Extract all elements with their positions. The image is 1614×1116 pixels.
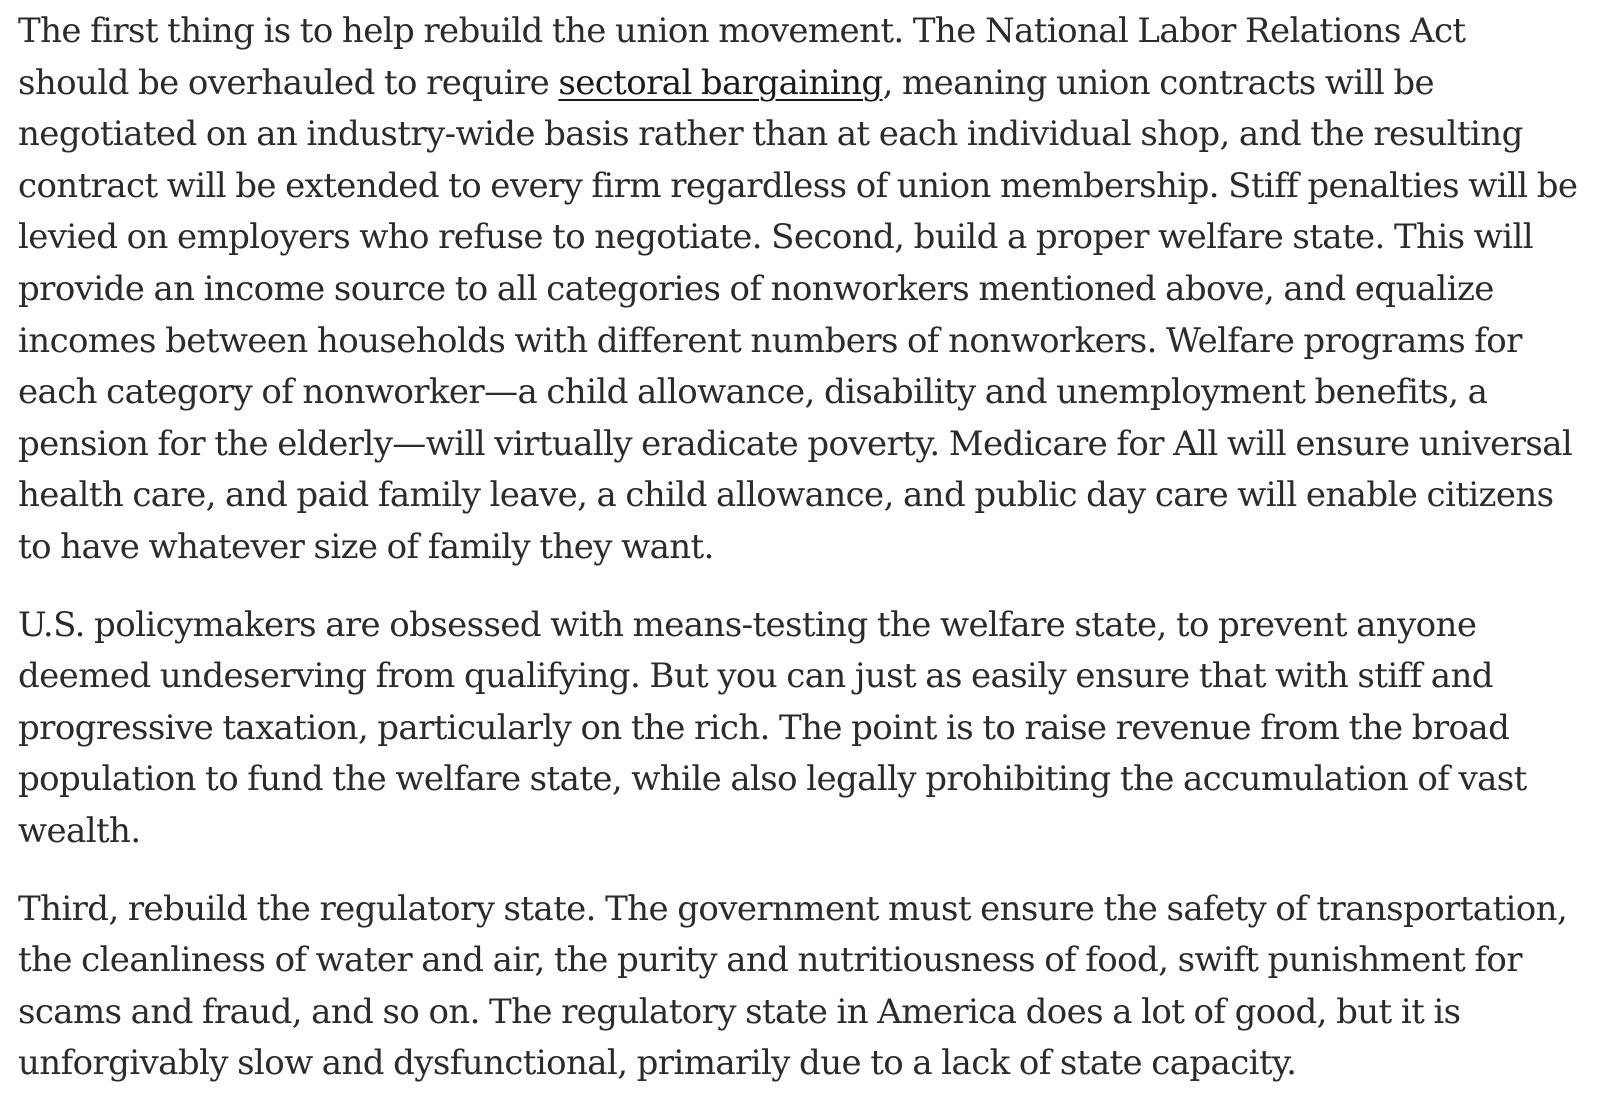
paragraph-1-text-end: , meaning union contracts will be negotiated on an industry-wide basis rather than at each individual shop, and the resulting contract will be extended to every firm regardless of union membership. Stiff penalties will be levied on employers who refuse to negotiate. Second, build a proper welfare state. This will provide an income source to all categories of nonworkers mentioned above, and equalize incomes between households with different numbers of nonworkers. Welfare programs for each category of nonworker—a child allowance, disability and unemployment benefits, a pension for the elderly—will virtually eradicate poverty. Medicare for All will ensure universal health care, and paid family leave, a child allowance, and public day care will enable citizens to have whatever size of family they want. <box>18 62 1578 567</box>
paragraph-regulatory-state: Third, rebuild the regulatory state. The government must ensure the safety of transportation, the cleanliness of water and air, the purity and nutritiousness of food, swift punishment for scams and fraud, and so on. The regulatory state in America does a lot of good, but it is unforgivably slow and dysfunctional, primarily due to a lack of state capacity. <box>18 888 1568 1084</box>
paragraph-1-text-start: The first thing is to help rebuild the union movement. The National Labor Relations Act should be overhauled to require <box>18 11 1466 103</box>
sectoral-bargaining-link[interactable]: sectoral bargaining <box>558 62 883 103</box>
paragraph-means-testing: U.S. policymakers are obsessed with means-testing the welfare state, to prevent anyone deemed undeserving from qualifying. But you can just as easily ensure that with stiff and progressive taxation, particularly on the rich. The point is to raise revenue from the broad population to fund the welfare state, while also legally prohibiting the accumulation of vast wealth. <box>18 604 1527 851</box>
article-body <box>18 6 1578 1116</box>
paragraph-union-welfare <box>18 6 1578 574</box>
